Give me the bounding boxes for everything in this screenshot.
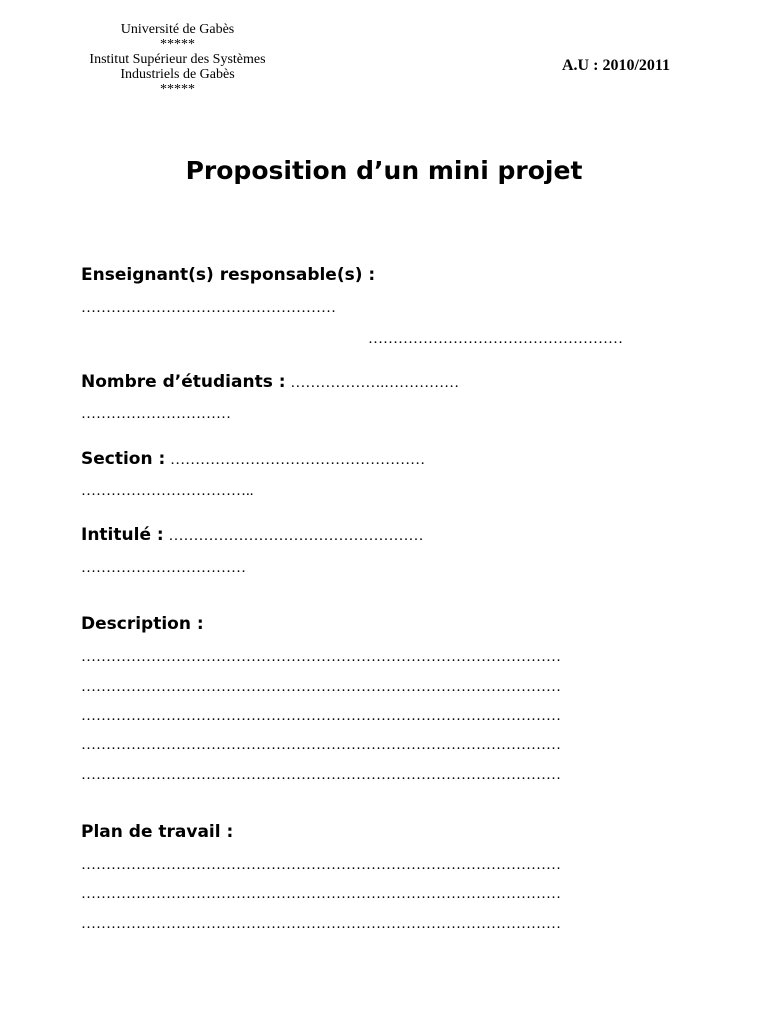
intitule-row (81, 526, 423, 545)
description-dots-3: …………………………………………………………………………………… (81, 708, 561, 724)
description-fill-line (81, 735, 561, 754)
nombre-dots-inline: ……………….…………… (290, 375, 460, 391)
plan-fill-line (81, 914, 561, 933)
enseignant-label: Enseignant(s) responsable(s) : (81, 265, 376, 285)
nombre-row (81, 373, 459, 392)
section-fill-line-2 (81, 481, 254, 500)
enseignant-dots-1: …………………………………………… (81, 300, 336, 316)
description-fill-line (81, 677, 561, 696)
institution-header (70, 22, 285, 97)
plan-dots-3: …………………………………………………………………………………… (81, 916, 561, 932)
section-row (81, 450, 425, 469)
description-dots-2: …………………………………………………………………………………… (81, 679, 561, 695)
description-fill-line (81, 765, 561, 784)
nombre-fill-line-2 (81, 404, 231, 423)
description-fill-line (81, 647, 561, 666)
plan-fill-line (81, 855, 561, 874)
header-separator-stars-2: ***** (160, 82, 195, 97)
plan-dots-2: …………………………………………………………………………………… (81, 886, 561, 902)
enseignant-fill-line-1 (81, 298, 336, 317)
intitule-fill-line-2 (81, 558, 246, 577)
header-separator-stars: ***** (160, 37, 195, 52)
section-dots-2: …………………………….. (81, 483, 254, 499)
intitule-dots-2: …………………………… (81, 560, 246, 576)
intitule-label: Intitulé : (81, 525, 164, 545)
nombre-label: Nombre d’étudiants : (81, 372, 286, 392)
institute-name-line2: Industriels de Gabès (120, 67, 235, 82)
plan-row (81, 823, 233, 841)
academic-year: A.U : 2010/2011 (562, 57, 670, 74)
description-row (81, 615, 204, 633)
institute-name-line1: Institut Supérieur des Systèmes (89, 52, 266, 67)
plan-fill-line (81, 884, 561, 903)
plan-label: Plan de travail : (81, 822, 234, 842)
plan-dots-1: …………………………………………………………………………………… (81, 857, 561, 873)
description-label: Description : (81, 614, 204, 634)
nombre-dots-2: ………………………… (81, 406, 231, 422)
description-dots-5: …………………………………………………………………………………… (81, 767, 561, 783)
description-dots-4: …………………………………………………………………………………… (81, 737, 561, 753)
intitule-dots-inline: …………………………………………… (168, 528, 424, 544)
enseignant-dots-2: …………………………………………… (368, 331, 623, 347)
description-dots-1: …………………………………………………………………………………… (81, 649, 561, 665)
description-fill-line (81, 706, 561, 725)
section-dots-inline: …………………………………………… (170, 452, 426, 468)
enseignant-fill-line-2 (368, 329, 623, 348)
page-title: Proposition d’un mini projet (185, 156, 583, 185)
section-label: Section : (81, 449, 166, 469)
university-name: Université de Gabès (120, 22, 235, 37)
enseignant-row (81, 266, 375, 284)
